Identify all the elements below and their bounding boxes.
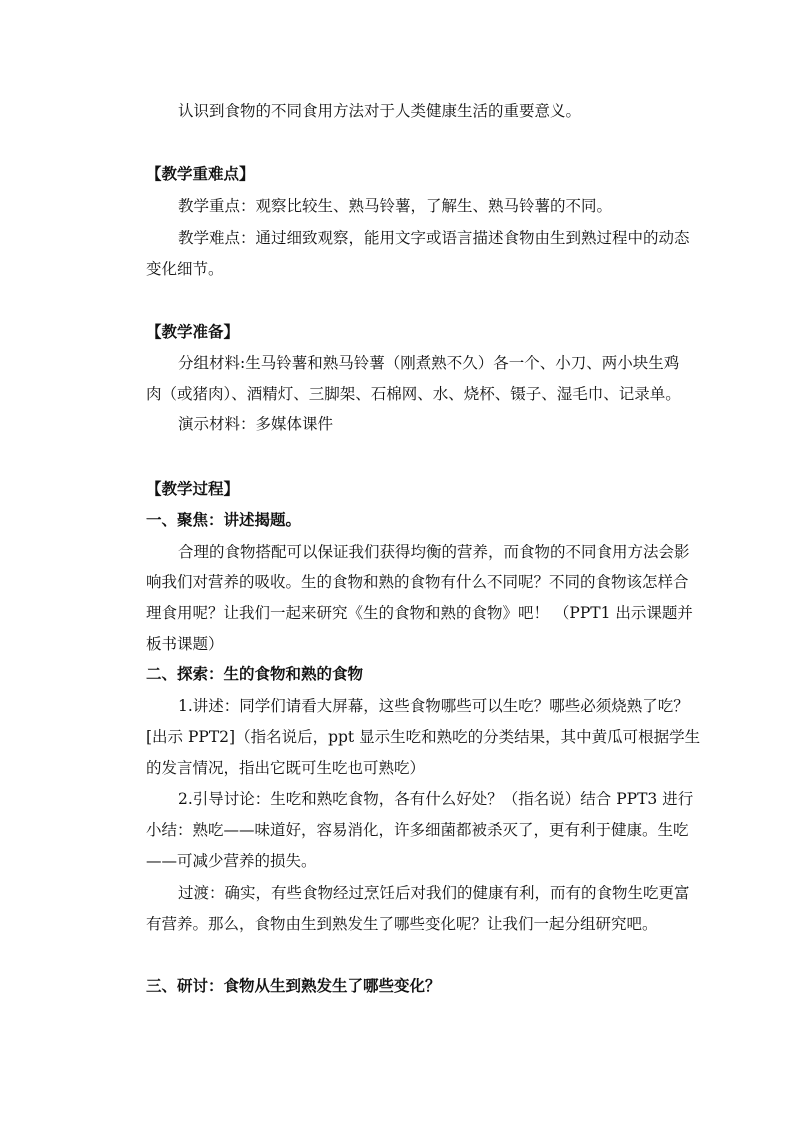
section2-transition-line2: 有营养。那么，食物由生到熟发生了哪些变化呢？让我们一起分组研究吧。 <box>146 915 658 933</box>
process-heading: 【教学过程】 <box>146 479 240 498</box>
section1-paragraph-line4: 板书课题） <box>146 635 224 653</box>
group-materials-line1: 分组材料:生马铃薯和熟马铃薯（刚煮熟不久）各一个、小刀、两小块生鸡 <box>178 354 680 372</box>
section2-item1-line3: 的发言情况，指出它既可生吃也可熟吃） <box>146 759 426 777</box>
teaching-focus: 教学重点：观察比较生、熟马铃薯，了解生、熟马铃薯的不同。 <box>178 197 613 215</box>
teaching-difficulty-line2: 变化细节。 <box>146 260 224 278</box>
section1-title: 一、聚焦：讲述揭题。 <box>146 510 302 529</box>
demo-materials: 演示材料：多媒体课件 <box>178 415 334 433</box>
section2-item2-line1: 2.引导讨论：生吃和熟吃食物，各有什么好处？（指名说）结合 PPT3 进行 <box>178 790 694 808</box>
key-points-heading: 【教学重难点】 <box>146 164 255 183</box>
teaching-difficulty-line1: 教学难点：通过细致观察，能用文字或语言描述食物由生到熟过程中的动态 <box>178 229 690 247</box>
section1-paragraph-line1: 合理的食物搭配可以保证我们获得均衡的营养，而食物的不同食用方法会影 <box>178 543 690 561</box>
section1-paragraph-line2: 响我们对营养的吸收。生的食物和熟的食物有什么不同呢？不同的食物该怎样合 <box>146 573 689 591</box>
section2-item1-line1: 1.讲述：同学们请看大屏幕，这些食物哪些可以生吃？哪些必须烧熟了吃？ <box>178 697 689 715</box>
section2-item2-line3: ——可减少营养的损失。 <box>146 852 317 870</box>
intro-text: 认识到食物的不同食用方法对于人类健康生活的重要意义。 <box>178 102 582 120</box>
section2-item2-line2: 小结：熟吃——味道好，容易消化，许多细菌都被杀灭了，更有利于健康。生吃 <box>146 821 689 839</box>
section1-paragraph-line3: 理食用呢？让我们一起来研究《生的食物和熟的食物》吧！ （PPT1 出示课题并 <box>146 604 693 622</box>
section2-title: 二、探索：生的食物和熟的食物 <box>146 664 364 683</box>
section2-item1-line2: [出示 PPT2]（指名说后，ppt 显示生吃和熟吃的分类结果，其中黄瓜可根据学生 <box>146 728 701 746</box>
section2-transition-line1: 过渡：确实，有些食物经过烹饪后对我们的健康有利，而有的食物生吃更富 <box>178 884 690 902</box>
section3-title: 三、研讨：食物从生到熟发生了哪些变化？ <box>146 976 441 995</box>
group-materials-line2: 肉（或猪肉）、酒精灯、三脚架、石棉网、水、烧杯、镊子、湿毛巾、记录单。 <box>146 385 681 403</box>
preparation-heading: 【教学准备】 <box>146 322 240 341</box>
